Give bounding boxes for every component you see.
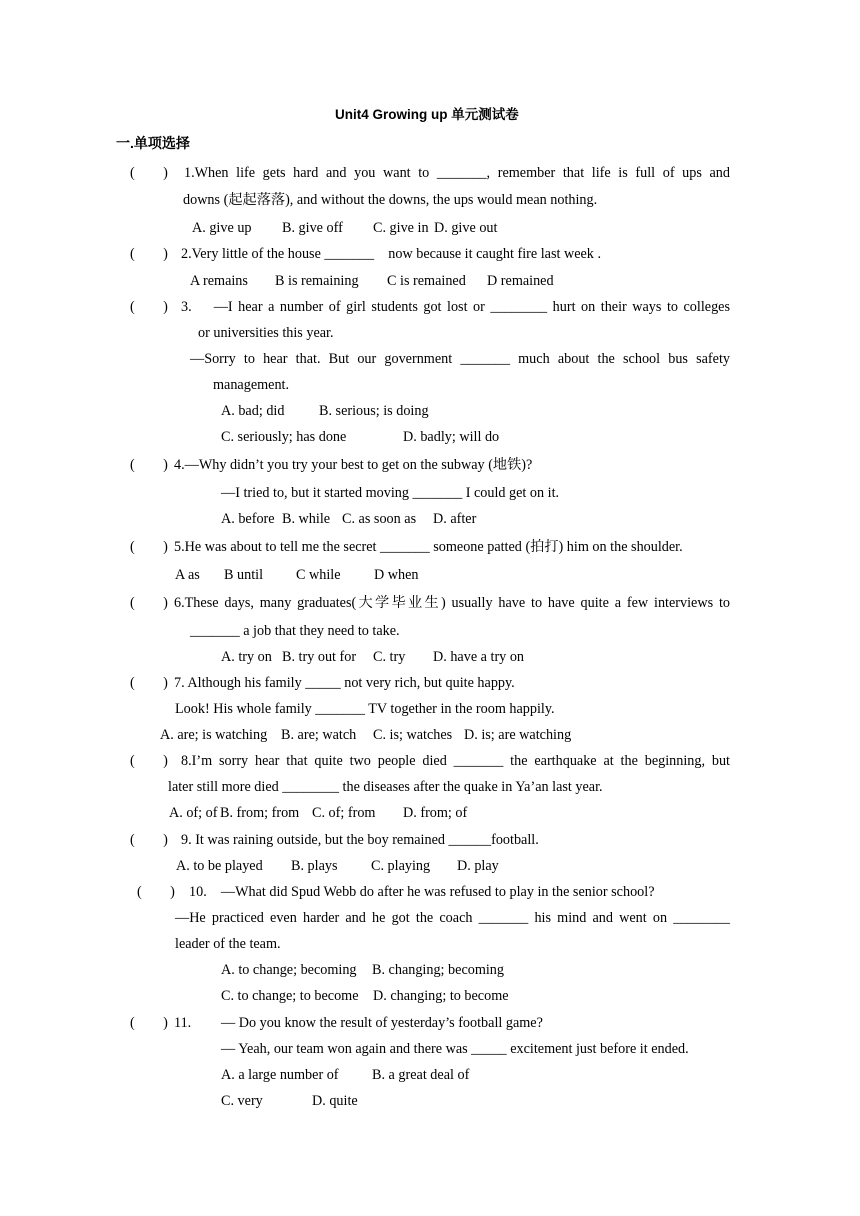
question-text: 4.—Why didn’t you try your best to get on the subway (地铁)? [174,457,533,473]
option-a: A. are; is watching [160,727,268,743]
option-c: C. playing [371,858,431,874]
option-a: A remains [190,273,248,289]
option-c: C. as soon as [342,511,417,527]
option-d: D when [374,567,419,583]
question-text: 7. Although his family _____ not very rich, but quite happy. [174,675,515,691]
option-c: C. of; from [312,805,376,821]
answer-blank[interactable]: ( ) [130,299,168,315]
option-b: B. are; watch [281,727,357,743]
option-b: B. from; from [220,805,300,821]
option-d: D. quite [312,1093,358,1109]
option-d: D. give out [434,220,498,236]
answer-blank[interactable]: ( ) [137,884,175,900]
option-d: D. play [457,858,499,874]
option-b: B until [224,567,264,583]
question-text: downs (起起落落), and without the downs, the ups would mean nothing. [183,192,598,208]
option-d: D. badly; will do [403,429,500,445]
answer-blank[interactable]: ( ) [130,165,168,181]
option-d: D. have a try on [433,649,525,665]
answer-blank[interactable]: ( ) [130,457,168,473]
question-text: 10. —What did Spud Webb do after he was refused to play in the senior school? [189,884,655,900]
question-text: _______ a job that they need to take. [190,623,400,639]
option-c: C. very [221,1093,263,1109]
page-title: Unit4 Growing up 单元测试卷 [335,107,519,122]
option-b: B. try out for [282,649,357,665]
option-a: A. a large number of [221,1067,339,1083]
option-b: B. plays [291,858,338,874]
option-c: C. try [373,649,406,665]
answer-blank[interactable]: ( ) [130,675,168,691]
answer-blank[interactable]: ( ) [130,595,168,611]
option-b: B. give off [282,220,343,236]
question-text: 6.These days, many graduates(大学毕业生) usually have to have quite a few interviews to [174,595,730,611]
option-c: C. seriously; has done [221,429,347,445]
answer-blank[interactable]: ( ) [130,246,168,262]
option-d: D. from; of [403,805,468,821]
section-heading: 一.单项选择 [116,135,190,151]
question-text: 9. It was raining outside, but the boy remained ______football. [181,832,539,848]
option-a: A. give up [192,220,252,236]
option-d: D remained [487,273,554,289]
option-a: A. to change; becoming [221,962,357,978]
answer-blank[interactable]: ( ) [130,753,168,769]
question-text: —I tried to, but it started moving _______ I could get on it. [221,485,560,501]
question-text: —He practiced even harder and he got the coach _______ his mind and went on ________ [175,910,730,926]
question-text: 2.Very little of the house _______ now because it caught fire last week . [181,246,601,262]
option-c: C. give in [373,220,429,236]
option-c: C is remained [387,273,466,289]
option-a: A. bad; did [221,403,285,419]
question-number: 11. [174,1015,192,1031]
option-a: A. to be played [176,858,263,874]
question-text: or universities this year. [198,325,334,341]
option-d: D. is; are watching [464,727,572,743]
question-text: — Yeah, our team won again and there was _____ excitement just before it ended. [221,1041,689,1057]
question-text: later still more died ________ the diseases after the quake in Ya’an last year. [168,779,603,795]
question-text: —Sorry to hear that. But our government _______ much about the school bus safety [190,351,730,367]
option-b: B is remaining [275,273,359,289]
question-text: 8.I’m sorry hear that quite two people died _______ the earthquake at the beginning, but [181,753,730,769]
question-text: Look! His whole family _______ TV together in the room happily. [175,701,555,717]
option-a: A. before [221,511,275,527]
option-a: A. of; of [169,805,218,821]
option-b: B. changing; becoming [372,962,504,978]
option-b: B. while [282,511,331,527]
option-b: B. serious; is doing [319,403,429,419]
answer-blank[interactable]: ( ) [130,539,168,555]
question-text: 1.When life gets hard and you want to _______, remember that life is full of ups and [184,165,730,181]
question-text: — Do you know the result of yesterday’s football game? [221,1015,543,1031]
option-a: A. try on [221,649,272,665]
question-text: management. [213,377,290,393]
question-text: 5.He was about to tell me the secret _______ someone patted (拍打) him on the shoulder. [174,539,683,555]
option-c: C while [296,567,341,583]
option-d: D. changing; to become [373,988,509,1004]
option-c: C. to change; to become [221,988,359,1004]
option-b: B. a great deal of [372,1067,470,1083]
option-a: A as [175,567,200,583]
answer-blank[interactable]: ( ) [130,1015,168,1031]
answer-blank[interactable]: ( ) [130,832,168,848]
question-text: 3. —I hear a number of girl students got lost or ________ hurt on their ways to colleges [181,299,730,315]
option-c: C. is; watches [373,727,453,743]
question-text: leader of the team. [175,936,281,952]
option-d: D. after [433,511,477,527]
